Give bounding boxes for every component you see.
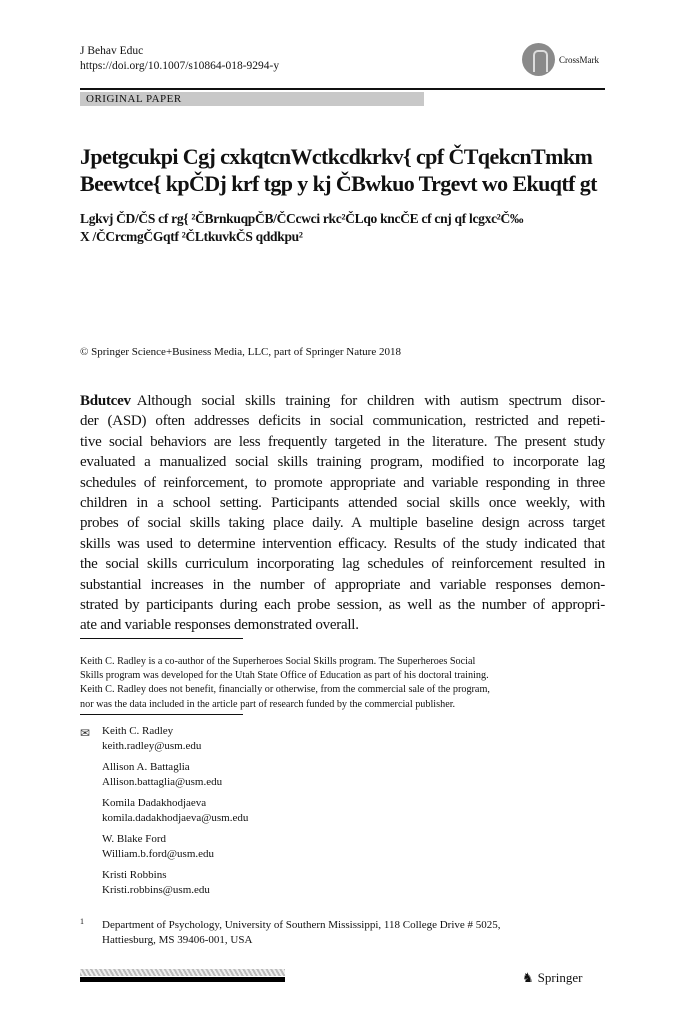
affiliation xyxy=(80,918,501,947)
journal-name: J Behav Educ xyxy=(80,45,144,57)
crossmark-label: CrossMark xyxy=(559,54,599,65)
contact-email[interactable]: William.b.ford@usm.edu xyxy=(102,847,215,860)
journal-header xyxy=(80,44,279,74)
contact-item xyxy=(102,796,248,825)
springer-logo xyxy=(522,970,582,986)
abstract-line xyxy=(80,391,605,411)
doi-link[interactable]: https://doi.org/10.1007/s10864-018-9294-y xyxy=(80,60,280,72)
contact-email[interactable]: keith.radley@usm.edu xyxy=(102,739,202,752)
abstract-line: schedules of reinforcement, to promote appropriate and variable responding in three xyxy=(80,474,605,491)
contact-email[interactable]: Kristi.robbins@usm.edu xyxy=(102,883,210,896)
abstract-line: der (ASD) often addresses deficits in social communication, restricted and repeti- xyxy=(80,413,605,430)
abstract-line: evaluated a manualized social skills training program, modified to incorporate lag xyxy=(80,454,605,471)
contact-item xyxy=(102,832,248,861)
contact-item xyxy=(102,868,248,897)
affiliation-number: 1 xyxy=(80,917,84,926)
title-line: Beewtce{ kpČDj krf tgp y kj ČBwkuo Trgevt wo Ekuqtf gt xyxy=(80,171,597,196)
abstract-line: the social skills curriculum incorporating lag schedules of reinforcement resulted in xyxy=(80,556,605,573)
header-rule xyxy=(80,88,605,90)
springer-horse-icon: ♞ xyxy=(522,970,534,985)
affiliation-line: Hattiesburg, MS 39406-001, USA xyxy=(102,933,253,946)
abstract-line: strated by participants during each probe session, as well as the number of appropri- xyxy=(80,596,605,613)
footer-bar xyxy=(80,977,285,982)
crossmark-button[interactable] xyxy=(522,43,599,76)
abstract-line: children in a school setting. Participants attended social skills once weekly, with xyxy=(80,494,605,511)
abstract xyxy=(80,391,605,636)
abstract-text: Although social skills training for children with autism spectrum disor- xyxy=(136,393,605,409)
contact-name: Kristi Robbins xyxy=(102,869,167,881)
publisher-name: Springer xyxy=(537,970,583,985)
author-list xyxy=(80,210,523,246)
abstract-line: probes of social skills taking place daily. A multiple baseline design across target xyxy=(80,515,605,532)
contact-item xyxy=(102,724,248,753)
abstract-line: skills was used to determine intervention efficacy. Results of the study indicated that xyxy=(80,535,605,552)
contact-name: Allison A. Battaglia xyxy=(102,761,190,773)
abstract-line: tive social behaviors are less frequently targeted in the literature. The present study xyxy=(80,433,605,450)
contacts-rule xyxy=(80,714,243,715)
contact-name: W. Blake Ford xyxy=(102,833,167,845)
footnote-line: Keith C. Radley is a co-author of the Superheroes Social Skills program. The Superheroes Social xyxy=(80,656,476,667)
contact-name: Keith C. Radley xyxy=(102,725,174,737)
footnote xyxy=(80,655,620,712)
envelope-icon: ✉ xyxy=(80,726,91,740)
title-line: Jpetgcukpi Cgj cxkqtcnWctkcdkrkv{ cpf ČTqekcnTmkm xyxy=(80,144,593,169)
affiliation-line: Department of Psychology, University of Southern Mississippi, 118 College Drive # 5025, xyxy=(102,919,501,931)
contact-item xyxy=(102,760,248,789)
author-line: Lgkvj ČD/ČS cf rg{ ²ČBrnkuqpČB/ČCcwci rkc²ČLqo kncČE cf cnj qf lcgxc²Č‰ xyxy=(80,211,524,226)
abstract-label: Bdutcev xyxy=(80,393,131,409)
author-line: X /ČCrcmgČGqtf ²ČLtkuvkČS qddkpu² xyxy=(80,229,303,244)
footer-pattern xyxy=(80,969,285,976)
abstract-line: ate and variable responses demonstrated overall. xyxy=(80,617,359,634)
abstract-line: substantial increases in the number of appropriate and variable responses demon- xyxy=(80,576,605,593)
footnote-line: nor was the data included in the article part of research funded by the commercial publisher. xyxy=(80,698,456,710)
copyright: © Springer Science+Business Media, LLC, part of Springer Nature 2018 xyxy=(80,346,401,358)
footnote-rule xyxy=(80,638,243,639)
footnote-line: Keith C. Radley does not benefit, financially or otherwise, from the commercial sale of the program, xyxy=(80,684,490,696)
contact-email[interactable]: komila.dadakhodjaeva@usm.edu xyxy=(102,811,249,824)
contact-name: Komila Dadakhodjaeva xyxy=(102,797,207,809)
contact-list xyxy=(80,724,248,904)
contact-email[interactable]: Allison.battaglia@usm.edu xyxy=(102,775,223,788)
crossmark-icon xyxy=(522,43,555,76)
footnote-line: Skills program was developed for the Utah State Office of Education as part of his doctoral training. xyxy=(80,670,489,682)
article-type: ORIGINAL PAPER xyxy=(80,92,424,106)
article-title xyxy=(80,143,597,197)
